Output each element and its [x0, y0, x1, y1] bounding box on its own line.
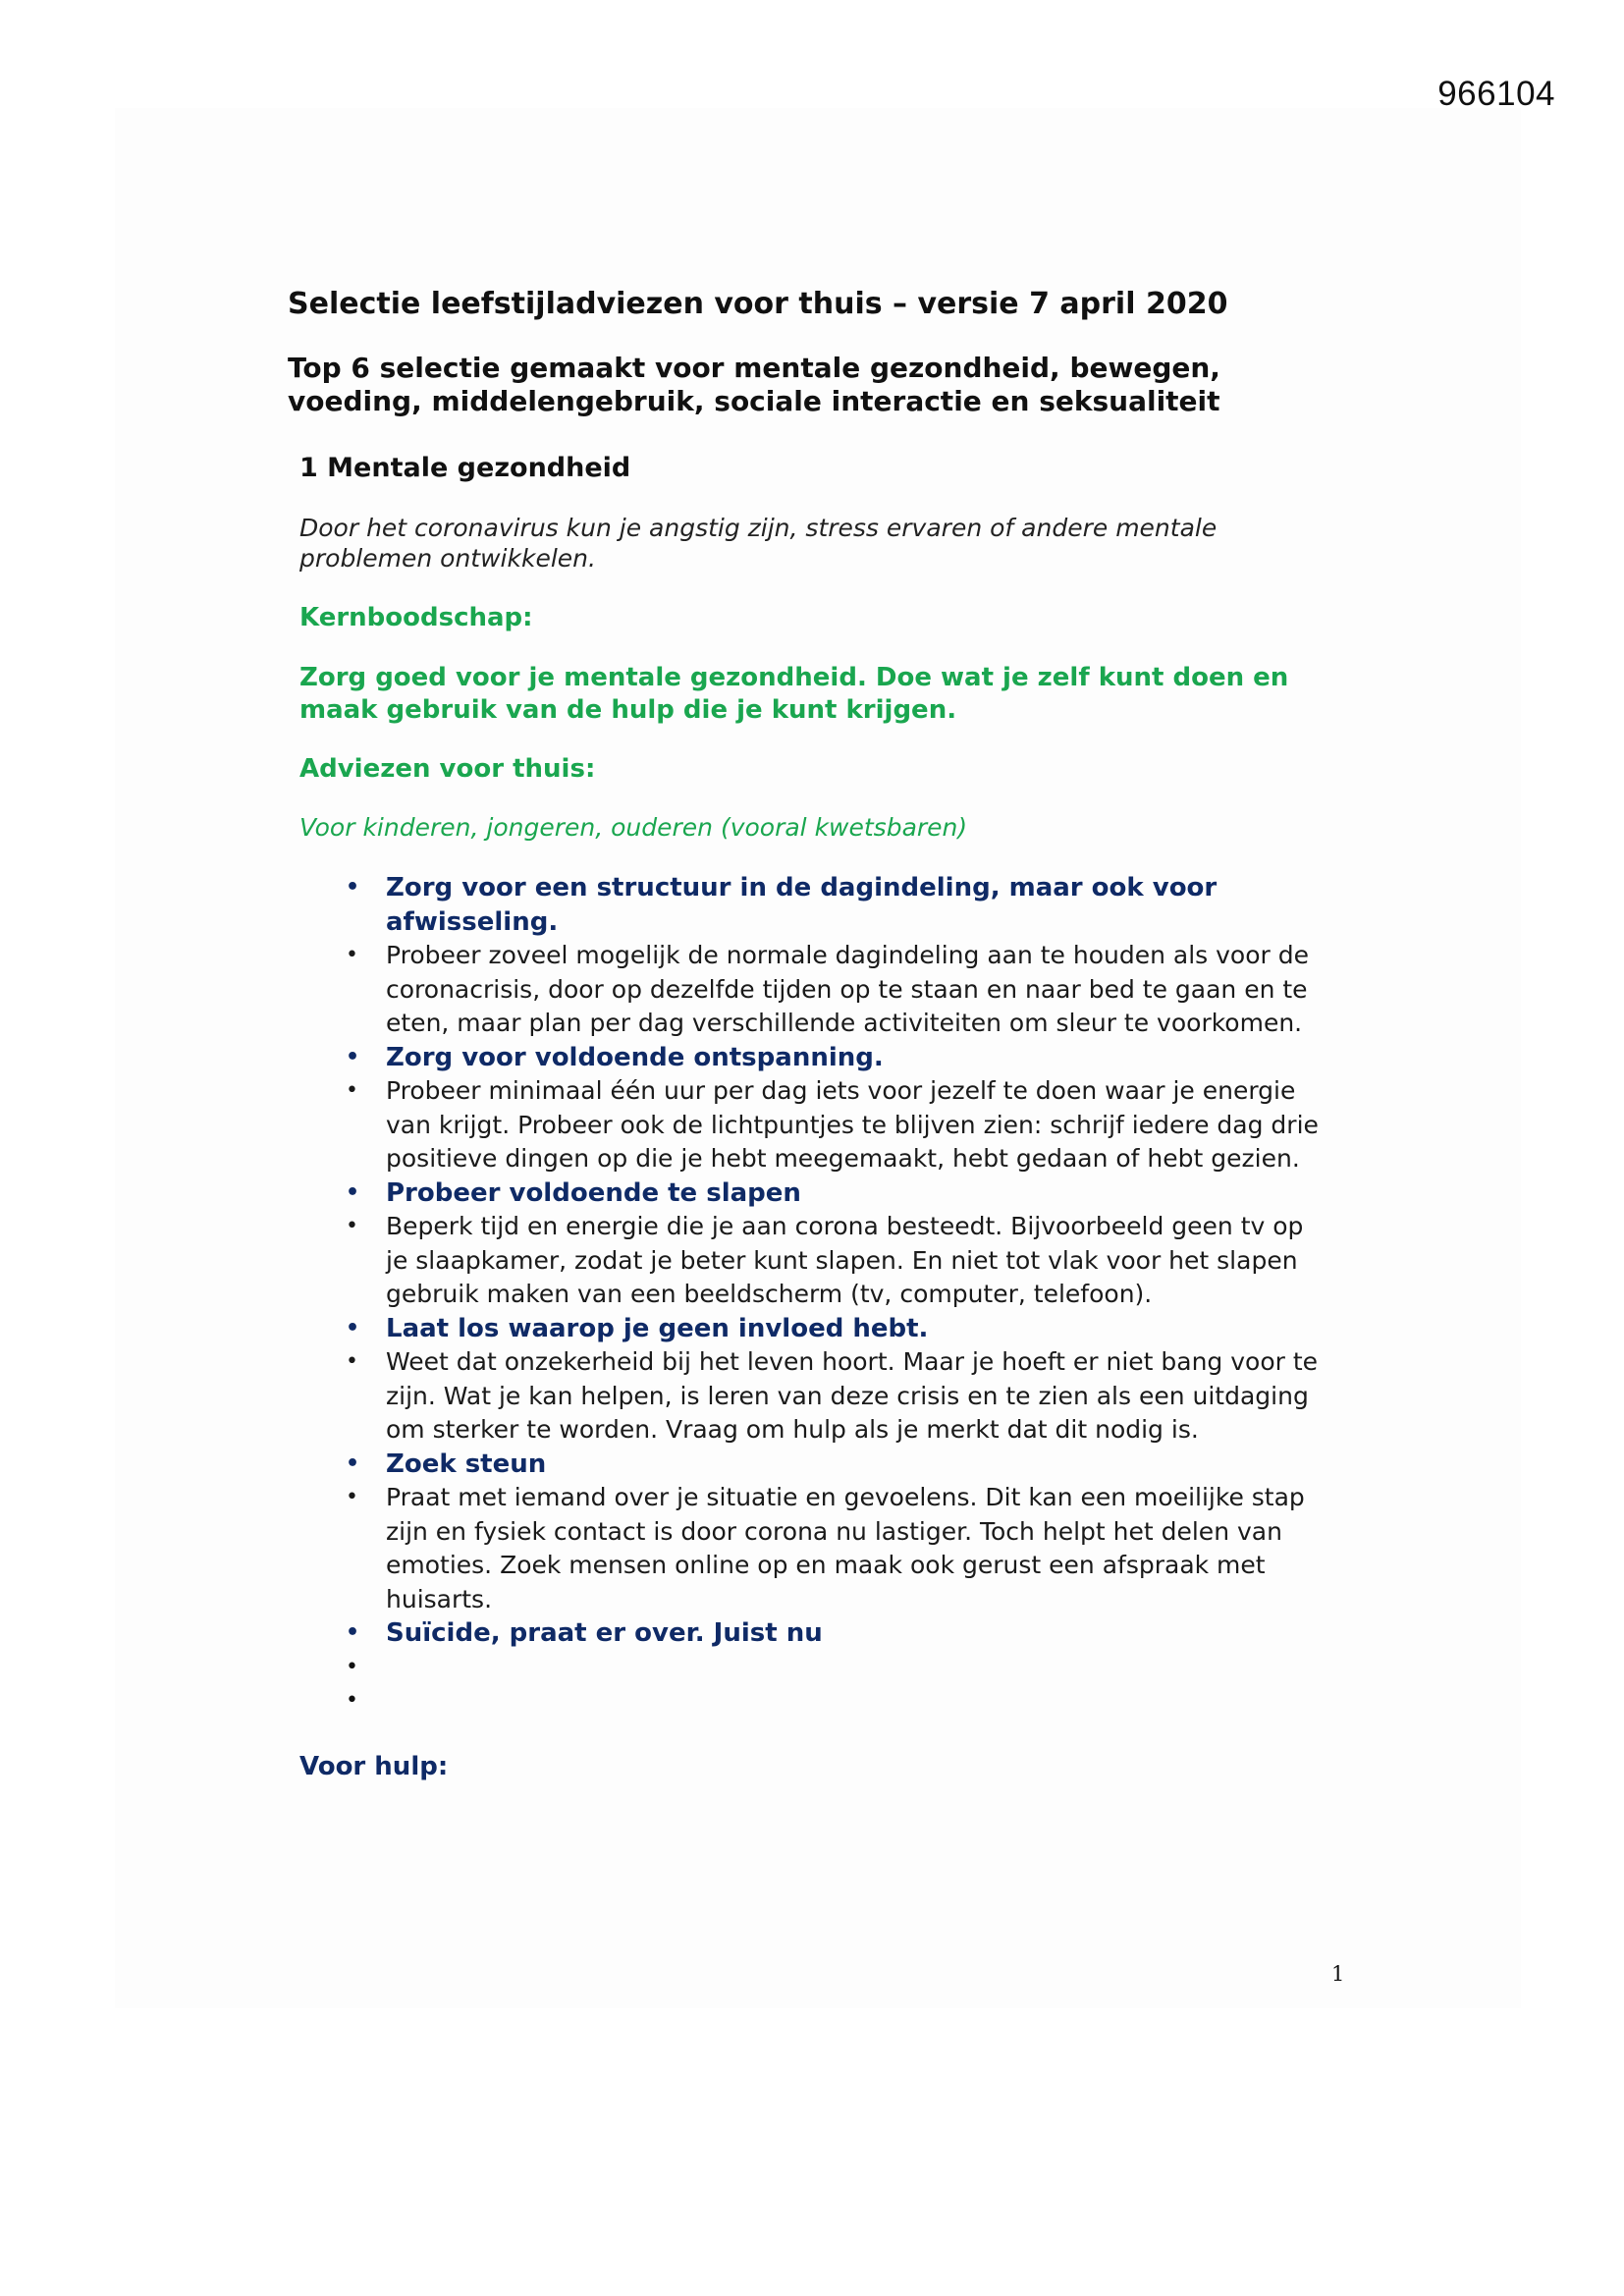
page-number: 1	[1331, 1962, 1345, 1986]
bullet-icon: •	[346, 1214, 358, 1238]
advice-label: Adviezen voor thuis:	[299, 754, 596, 784]
bullet-icon: •	[346, 1315, 360, 1340]
bullet-icon: •	[346, 943, 358, 967]
bullet-icon: •	[346, 1654, 358, 1679]
bullet-icon: •	[346, 1688, 358, 1713]
bullet-icon: •	[346, 1179, 360, 1205]
document-body	[288, 285, 1348, 1783]
list-item-text: Probeer minimaal één uur per dag iets voor jezelf te doen waar je energie van krijgt. Probeer ook de lichtpuntjes te blijven zien: schrijf iedere dag drie positieve dingen op die je hebt meegemaakt, hebt gedaan of hebt gezien.	[386, 1076, 1319, 1173]
bullet-icon: •	[346, 875, 360, 900]
bullet-icon: •	[346, 1620, 360, 1645]
advice-heading-item	[346, 1176, 1348, 1211]
advice-list	[288, 871, 1348, 1719]
section-intro: Door het coronavirus kun je angstig zijn, stress ervaren of andere mentale problemen ontwikkelen.	[299, 514, 1218, 573]
advice-text-item	[346, 1074, 1328, 1176]
advice-heading-item	[346, 1041, 1348, 1075]
list-item-text: Probeer zoveel mogelijk de normale dagindeling aan te houden als voor de coronacrisis, door op dezelfde tijden op te staan en naar bed te gaan en te eten, maar plan per dag verschillende activiteiten om sleur te voorkomen.	[386, 941, 1310, 1037]
list-item-text: Suïcide, praat er over. Juist nu	[386, 1618, 823, 1648]
empty-list-item	[346, 1651, 1348, 1685]
advice-text-item	[346, 939, 1328, 1041]
advice-text-item	[346, 1210, 1328, 1312]
list-item-text: Zoek steun	[386, 1449, 547, 1479]
advice-text-item	[346, 1345, 1328, 1448]
advice-text-item	[346, 1481, 1328, 1616]
bullet-icon: •	[346, 1044, 360, 1069]
document-id: 966104	[1437, 75, 1555, 113]
list-item-text: Zorg voor voldoende ontspanning.	[386, 1042, 884, 1072]
document-subtitle: Top 6 selectie gemaakt voor mentale gezondheid, bewegen, voeding, middelengebruik, sociale interactie en seksualiteit	[288, 352, 1220, 417]
advice-heading-item	[346, 1448, 1348, 1482]
audience-note: Voor kinderen, jongeren, ouderen (vooral kwetsbaren)	[299, 813, 968, 842]
document-title: Selectie leefstijladviezen voor thuis – versie 7 april 2020	[288, 287, 1228, 321]
advice-heading-item	[346, 1312, 1348, 1346]
list-item-text: Laat los waarop je geen invloed hebt.	[386, 1313, 929, 1343]
list-item-text: Weet dat onzekerheid bij het leven hoort. Maar je hoeft er niet bang voor te zijn. Wat je kan helpen, is leren van deze crisis en te zien als een uitdaging om sterker te worden. Vraag om hulp als je merkt dat dit nodig is.	[386, 1347, 1319, 1444]
key-message-label: Kernboodschap:	[299, 603, 533, 632]
advice-heading-item	[346, 1616, 1348, 1651]
bullet-icon: •	[346, 1450, 360, 1476]
list-item-text: Beperk tijd en energie die je aan corona besteedt. Bijvoorbeeld geen tv op je slaapkamer, zodat je beter kunt slapen. En niet tot vlak voor het slapen gebruik maken van een beeldscherm (tv, computer, telefoon).	[386, 1212, 1304, 1308]
key-message: Zorg goed voor je mentale gezondheid. Doe wat je zelf kunt doen en maak gebruik van de hulp die je kunt krijgen.	[299, 663, 1289, 725]
help-label: Voor hulp:	[299, 1751, 449, 1781]
list-item-text: Zorg voor een structuur in de dagindeling, maar ook voor afwisseling.	[386, 873, 1218, 937]
bullet-icon: •	[346, 1349, 358, 1374]
bullet-icon: •	[346, 1078, 358, 1103]
list-item-text: Probeer voldoende te slapen	[386, 1177, 801, 1208]
bullet-icon: •	[346, 1485, 358, 1509]
section-heading: 1 Mentale gezondheid	[299, 453, 631, 483]
list-item-text: Praat met iemand over je situatie en gevoelens. Dit kan een moeilijke stap zijn en fysiek contact is door corona nu lastiger. Toch helpt het delen van emoties. Zoek mensen online op en maak ook gerust een afspraak met huisarts.	[386, 1483, 1305, 1613]
empty-list-item	[346, 1684, 1348, 1719]
advice-heading-item	[346, 871, 1348, 939]
